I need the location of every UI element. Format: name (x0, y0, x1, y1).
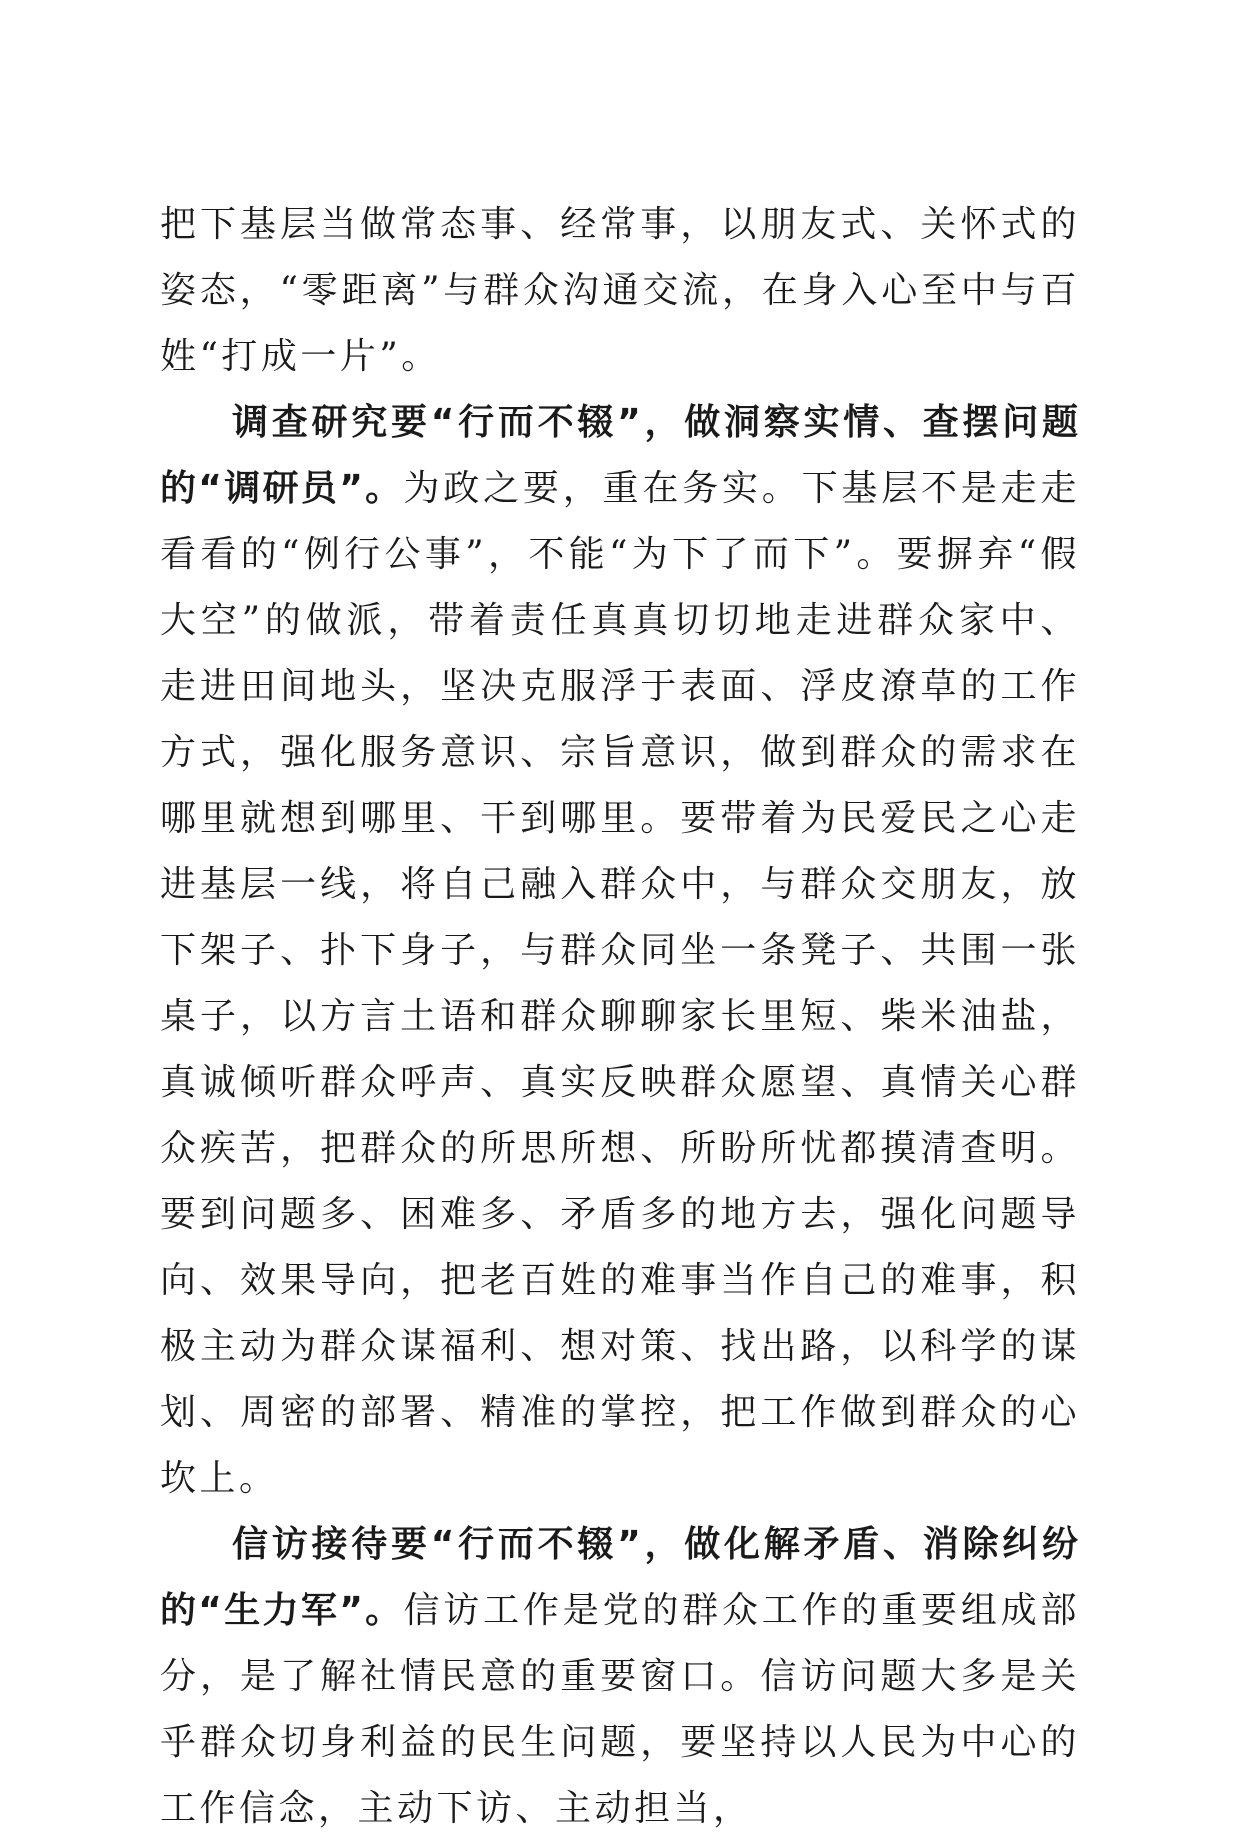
paragraph-text: 信访工作是党的群众工作的重要组成部分，是了解社情民意的重要窗口。信访问题大多是关乎群众切身利益的民生问题，要坚持以人民为中心的工作信念，主动下访、主动担当， (160, 1590, 1080, 1829)
paragraph-text: 为政之要，重在务实。下基层不是走走看看的“例行公事”，不能“为下了而下”。要摒弃“假大空”的做派，带着责任真真切切地走进群众家中、走进田间地头，坚决克服浮于表面、浮皮潦草的工作方式，强化服务意识、宗旨意识，做到群众的需求在哪里就想到哪里、干到哪里。要带着为民爱民之心走进基层一线，将自己融入群众中，与群众交朋友，放下架子、扑下身子，与群众同坐一条凳子、共围一张桌子，以方言土语和群众聊聊家长里短、柴米油盐，真诚倾听群众呼声、真实反映群众愿望、真情关心群众疾苦，把群众的所思所想、所盼所忧都摸清查明。要到问题多、困难多、矛盾多的地方去，强化问题导向、效果导向，把老百姓的难事当作自己的难事，积极主动为群众谋福利、想对策、找出路，以科学的谋划、周密的部署、精准的掌控，把工作做到群众的心坎上。 (160, 468, 1080, 1499)
paragraph-heading: 信访接待要“行而不辍”，做化解矛盾、消除纠纷的“生力军”。 (160, 1524, 1080, 1631)
paragraph-petition (160, 1512, 1080, 1842)
paragraph-continuation (160, 192, 1080, 390)
paragraph-text: 把下基层当做常态事、经常事，以朋友式、关怀式的姿态，“零距离”与群众沟通交流，在身入心至中与百姓“打成一片”。 (160, 204, 1080, 377)
document-body (160, 192, 1080, 1842)
paragraph-heading: 调查研究要“行而不辍”，做洞察实情、查摆问题的“调研员”。 (160, 402, 1080, 509)
paragraph-research (160, 390, 1080, 1512)
